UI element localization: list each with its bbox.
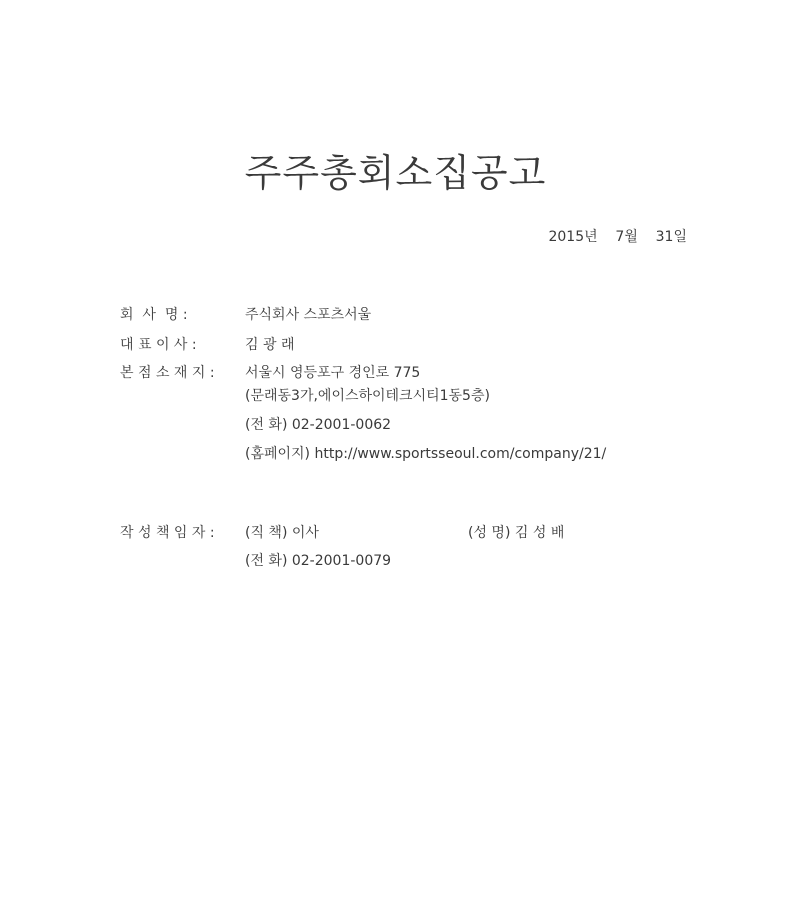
author-position: (직 책) 이사 [245,525,319,541]
hq-phone: (전 화) 02-2001-0062 [245,417,392,433]
hq-label: 본 점 소 재 지 : [120,365,215,381]
document-title: 주주총회소집공고 [244,151,547,195]
author-name: (성 명) 김 성 배 [468,525,565,541]
company-name-label: 회 사 명 : [120,307,188,323]
author-phone: (전 화) 02-2001-0079 [245,553,392,569]
ceo-label: 대 표 이 사 : [120,337,197,353]
company-name-value: 주식회사 스포츠서울 [245,307,372,323]
hq-homepage: (홈페이지) http://www.sportsseoul.com/company/21/ [245,446,607,462]
author-label: 작 성 책 임 자 : [120,525,215,541]
hq-address-line-1: 서울시 영등포구 경인로 775 [245,365,421,381]
ceo-value: 김 광 래 [245,337,295,353]
notice-date: 2015년 7월 31일 [548,229,687,245]
hq-address-line-2: (문래동3가,에이스하이테크시티1동5층) [245,388,490,404]
